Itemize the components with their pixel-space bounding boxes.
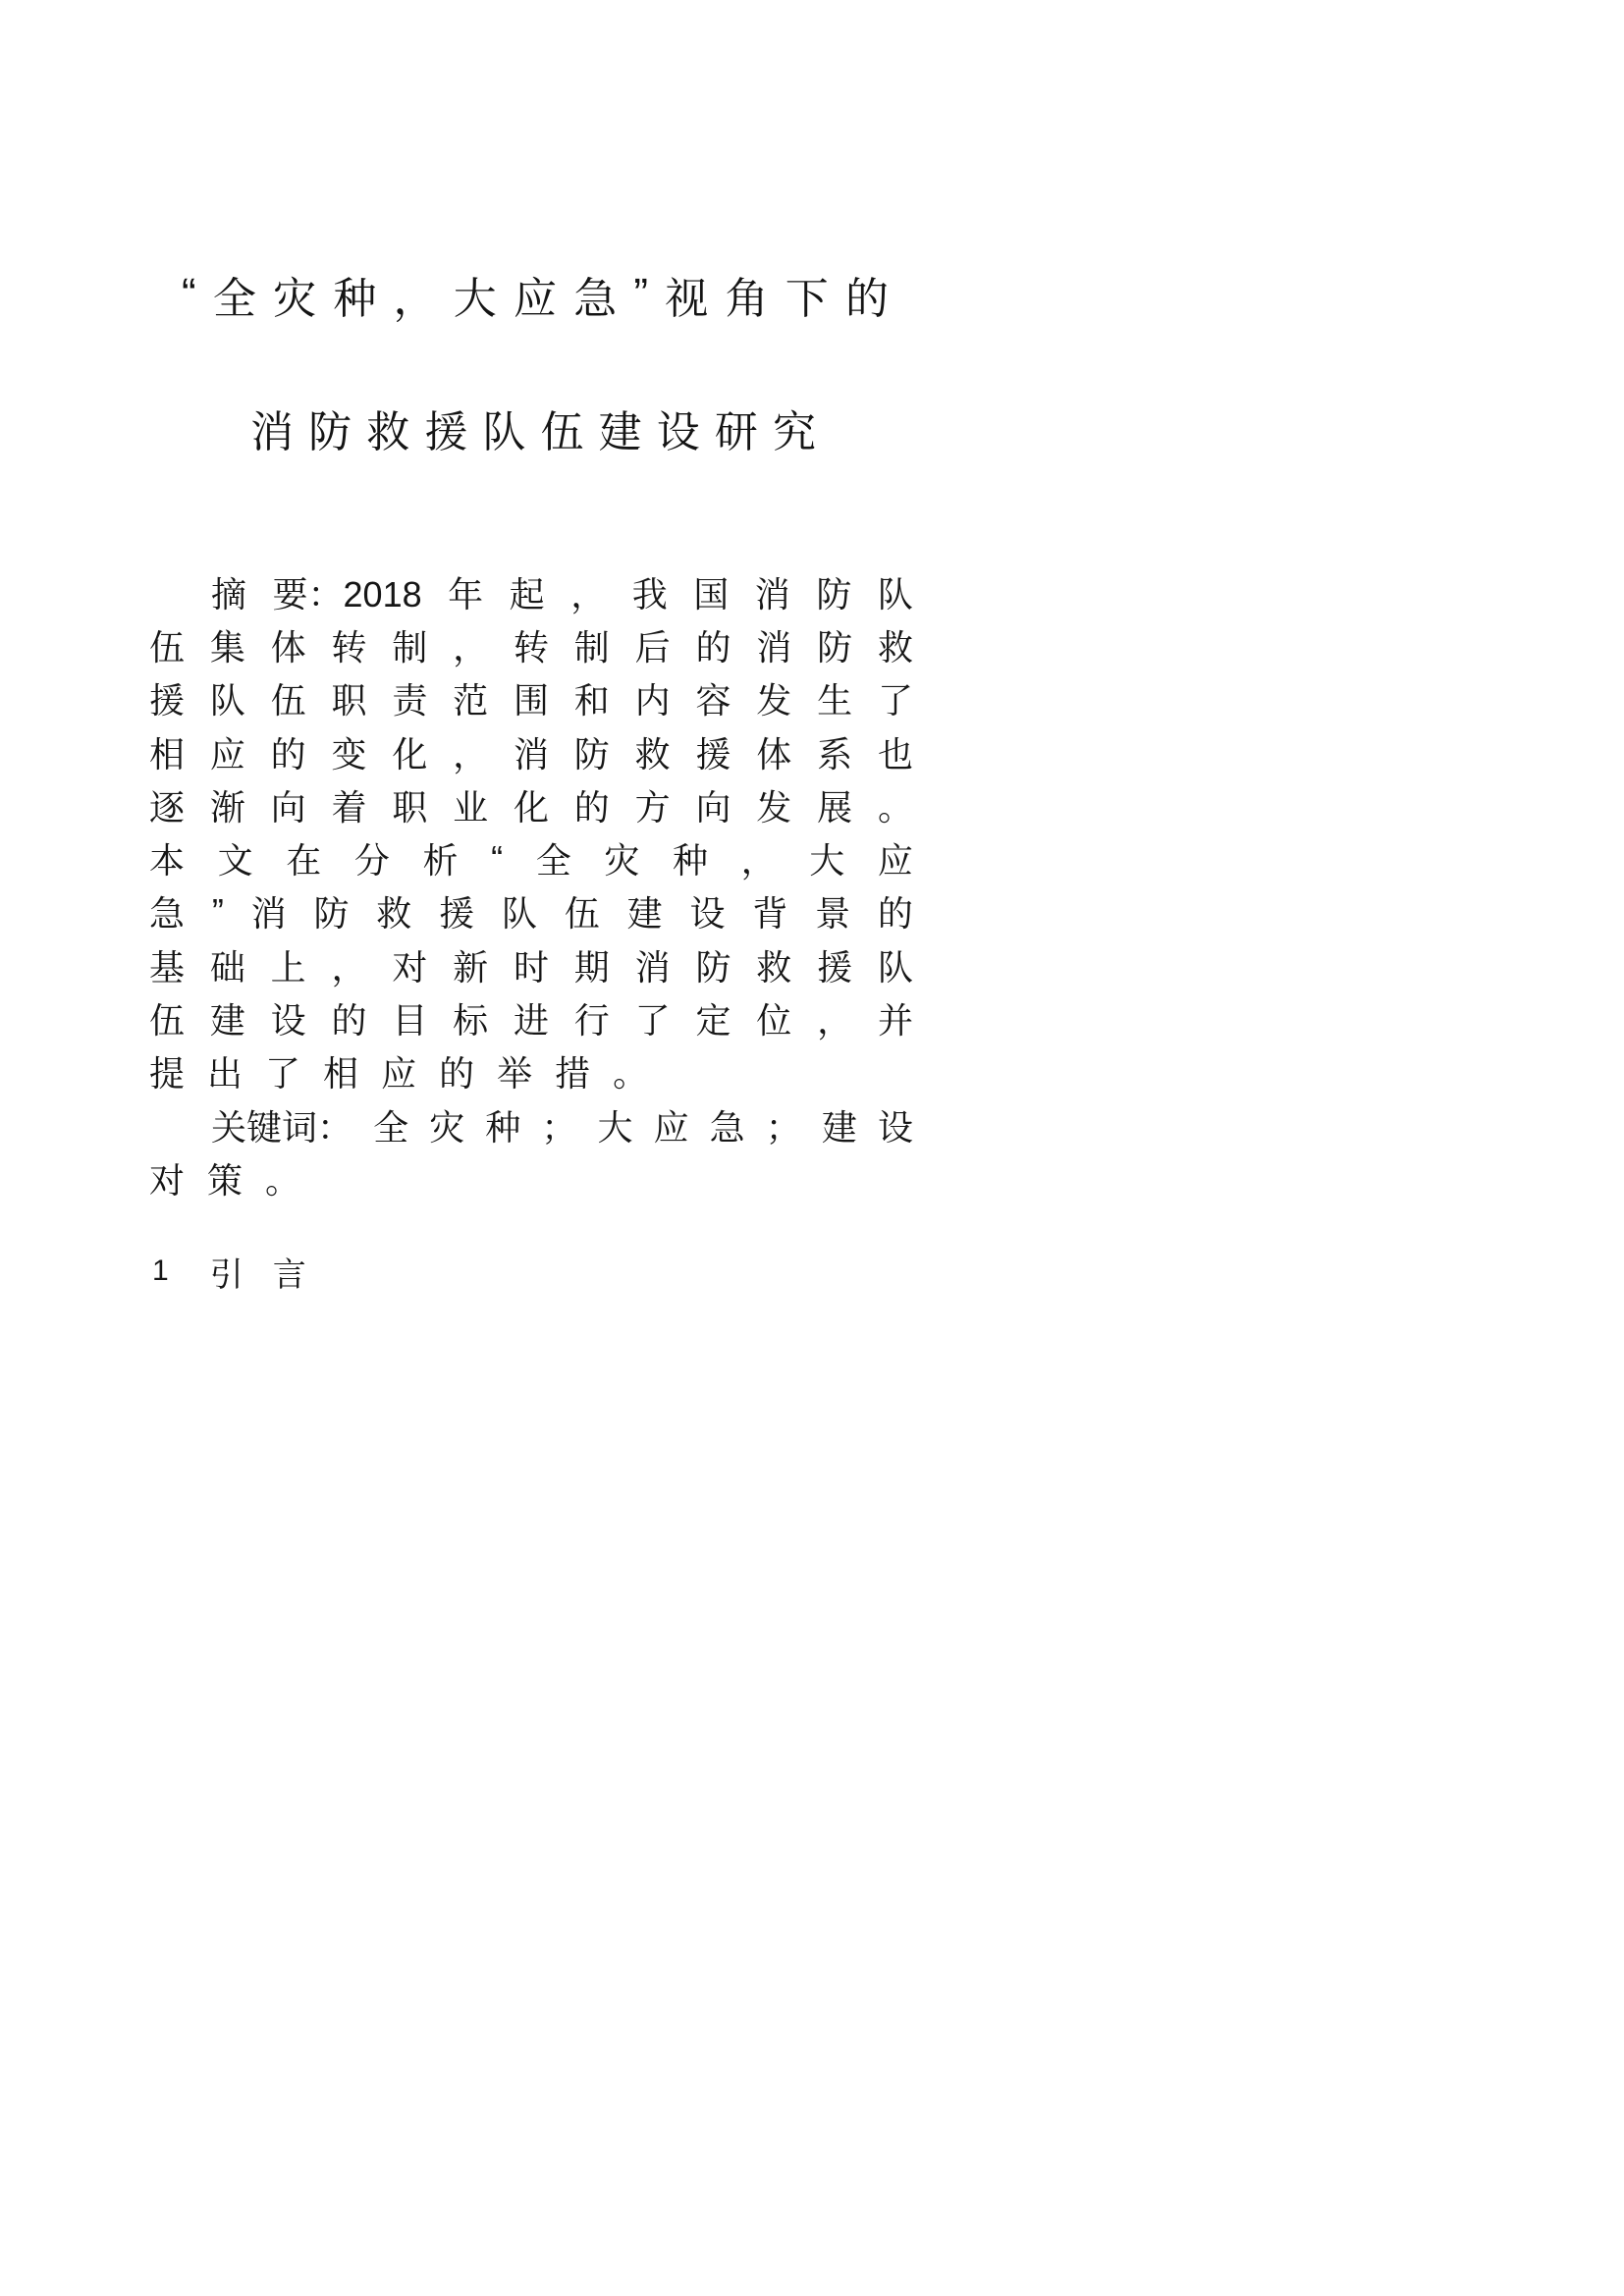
text-token: 援: [439, 893, 475, 934]
text-token: 1: [152, 1255, 169, 1287]
text-token: 相: [149, 733, 186, 774]
text-token: 全: [535, 840, 571, 881]
text-token: 策: [207, 1159, 244, 1201]
text-token: 容: [695, 680, 731, 721]
text-token: 系: [817, 733, 853, 774]
text-token: 研: [714, 408, 758, 456]
text-token: 应: [381, 1053, 417, 1095]
text-line: [149, 885, 913, 938]
document-title-line-2: [250, 400, 816, 455]
text-token: 防: [313, 893, 350, 934]
text-token: 标: [453, 1000, 489, 1041]
text-token: 文: [217, 840, 253, 881]
text-token: 设: [877, 1106, 913, 1148]
text-token: 全: [212, 275, 256, 323]
text-token: 背: [752, 893, 788, 934]
text-token: 方: [634, 786, 671, 828]
text-token: 础: [209, 946, 245, 988]
text-token: 时: [513, 946, 549, 988]
text-token: 后: [634, 626, 671, 667]
text-token: 防: [695, 946, 731, 988]
text-token: 视: [665, 275, 709, 323]
text-token: 建: [626, 893, 663, 934]
text-token: 集: [209, 626, 245, 667]
text-token: 伍: [540, 408, 584, 456]
text-token: 防: [573, 733, 610, 774]
text-token: 责: [392, 680, 428, 721]
text-token: 举: [497, 1053, 533, 1095]
text-token: 范: [453, 680, 489, 721]
text-token: 救: [634, 733, 671, 774]
text-token: 展: [817, 786, 853, 828]
text-token: 伍: [149, 1000, 186, 1041]
text-token: 消: [754, 573, 790, 614]
text-token: 新: [453, 946, 489, 988]
text-token: 关键词：: [211, 1106, 353, 1148]
text-token: 大: [453, 275, 497, 323]
text-token: 救: [366, 408, 410, 456]
text-token: 基: [149, 946, 186, 988]
text-token: ，: [740, 840, 777, 881]
text-token: 化: [392, 733, 428, 774]
text-token: 消: [634, 946, 671, 988]
text-token: 制: [392, 626, 428, 667]
text-token: 援: [149, 680, 186, 721]
text-token: 对: [149, 1159, 186, 1201]
text-token: 渐: [209, 786, 245, 828]
text-token: ，: [331, 946, 367, 988]
text-token: 大: [809, 840, 845, 881]
text-token: 引: [209, 1255, 244, 1294]
text-token: 体: [756, 733, 792, 774]
text-token: 建: [821, 1106, 857, 1148]
text-token: 队: [482, 408, 526, 456]
text-token: ，: [453, 626, 489, 667]
text-token: 生: [817, 680, 853, 721]
text-token: 向: [695, 786, 731, 828]
text-token: 着: [331, 786, 367, 828]
text-token: 的: [573, 786, 610, 828]
text-token: 灾: [604, 840, 640, 881]
text-token: 了: [877, 680, 913, 721]
text-token: 全: [373, 1106, 409, 1148]
abstract-paragraph: [149, 565, 913, 1205]
text-token: 围: [513, 680, 549, 721]
text-token: 发: [756, 680, 792, 721]
text-token: 队: [209, 680, 245, 721]
text-token: 消: [513, 733, 549, 774]
text-token: 上: [270, 946, 306, 988]
text-token: 防: [817, 626, 853, 667]
text-token: 摘: [211, 573, 247, 614]
text-line: [149, 565, 913, 618]
text-token: 目: [392, 1000, 428, 1041]
text-token: 发: [756, 786, 792, 828]
text-line: [149, 672, 913, 725]
text-token: 定: [695, 1000, 731, 1041]
text-token: 应: [513, 275, 557, 323]
text-token: 业: [453, 786, 489, 828]
text-token: ，: [453, 733, 489, 774]
text-token: 急: [149, 893, 186, 934]
text-token: 年: [448, 573, 484, 614]
text-token: ，: [817, 1000, 853, 1041]
text-token: 我: [631, 573, 668, 614]
text-line: [149, 725, 913, 778]
text-token: 景: [815, 893, 851, 934]
text-token: 化: [513, 786, 549, 828]
text-token: 职: [331, 680, 367, 721]
text-token: 援: [695, 733, 731, 774]
text-token: 出: [207, 1053, 244, 1095]
text-token: 队: [501, 893, 537, 934]
text-token: 消: [250, 893, 287, 934]
text-token: 。: [877, 786, 913, 828]
text-token: 要：2018: [272, 573, 422, 614]
text-token: 制: [573, 626, 610, 667]
text-line: [149, 831, 913, 884]
section-heading: [152, 1249, 306, 1294]
text-token: 和: [573, 680, 610, 721]
text-token: 提: [149, 1053, 186, 1095]
text-token: 相: [323, 1053, 359, 1095]
text-token: 下: [785, 275, 829, 323]
text-token: 并: [877, 1000, 913, 1041]
text-token: 救: [756, 946, 792, 988]
text-token: 究: [772, 408, 816, 456]
text-token: ，: [570, 573, 607, 614]
text-token: 转: [331, 626, 367, 667]
text-token: 防: [816, 573, 852, 614]
text-token: 救: [877, 626, 913, 667]
text-token: 应: [653, 1106, 689, 1148]
text-token: ；: [541, 1106, 577, 1148]
text-token: 转: [513, 626, 549, 667]
text-token: 伍: [149, 626, 186, 667]
text-token: 种: [485, 1106, 521, 1148]
text-token: 灾: [429, 1106, 465, 1148]
text-token: 分: [353, 840, 390, 881]
text-token: 急: [709, 1106, 745, 1148]
text-token: 的: [844, 275, 889, 323]
text-line: [149, 1045, 913, 1098]
text-token: 在: [286, 840, 322, 881]
text-token: “: [182, 270, 196, 318]
text-token: 对: [392, 946, 428, 988]
text-token: 逐: [149, 786, 186, 828]
text-token: 防: [308, 408, 352, 456]
text-token: 救: [376, 893, 412, 934]
text-token: 应: [209, 733, 245, 774]
text-token: 行: [573, 1000, 610, 1041]
document-title-line-1: [182, 267, 889, 322]
text-token: “: [491, 837, 504, 879]
text-token: 灾: [273, 275, 317, 323]
text-token: ”: [211, 890, 224, 932]
text-token: 设: [270, 1000, 306, 1041]
text-token: 伍: [270, 680, 306, 721]
text-token: 援: [424, 408, 468, 456]
text-token: 也: [877, 733, 913, 774]
text-token: 的: [331, 1000, 367, 1041]
text-token: 大: [597, 1106, 633, 1148]
text-token: 设: [689, 893, 726, 934]
text-token: 起: [509, 573, 545, 614]
text-token: 种: [333, 275, 377, 323]
text-token: 的: [270, 733, 306, 774]
text-token: 应: [877, 840, 913, 881]
text-token: 援: [817, 946, 853, 988]
text-token: 期: [573, 946, 610, 988]
text-token: 种: [672, 840, 708, 881]
text-token: 位: [756, 1000, 792, 1041]
text-token: 的: [695, 626, 731, 667]
text-token: 消: [756, 626, 792, 667]
text-line: [149, 991, 913, 1044]
text-token: 伍: [564, 893, 600, 934]
text-token: 建: [598, 408, 642, 456]
text-token: 队: [877, 573, 913, 614]
text-token: 建: [209, 1000, 245, 1041]
text-token: 了: [634, 1000, 671, 1041]
text-token: 的: [439, 1053, 475, 1095]
text-token: 了: [265, 1053, 301, 1095]
text-token: ，: [393, 275, 437, 323]
text-token: ；: [765, 1106, 801, 1148]
text-token: 内: [634, 680, 671, 721]
text-token: 。: [613, 1053, 649, 1095]
text-line: [149, 1098, 913, 1151]
text-token: 向: [270, 786, 306, 828]
text-token: 言: [272, 1255, 306, 1294]
text-token: 角: [725, 275, 769, 323]
text-token: 本: [149, 840, 186, 881]
text-line: [149, 618, 913, 671]
text-line: [149, 778, 913, 831]
text-token: 析: [422, 840, 459, 881]
text-token: 国: [693, 573, 730, 614]
text-token: ”: [633, 270, 649, 318]
text-token: 急: [573, 275, 618, 323]
text-line: [149, 1151, 913, 1204]
text-token: 。: [265, 1159, 301, 1201]
text-token: 的: [877, 893, 913, 934]
text-token: 体: [270, 626, 306, 667]
text-token: 变: [331, 733, 367, 774]
text-token: 队: [877, 946, 913, 988]
text-token: 职: [392, 786, 428, 828]
text-token: 进: [513, 1000, 549, 1041]
text-token: 消: [250, 408, 294, 456]
text-line: [149, 938, 913, 991]
text-token: 设: [656, 408, 700, 456]
text-token: 措: [555, 1053, 591, 1095]
